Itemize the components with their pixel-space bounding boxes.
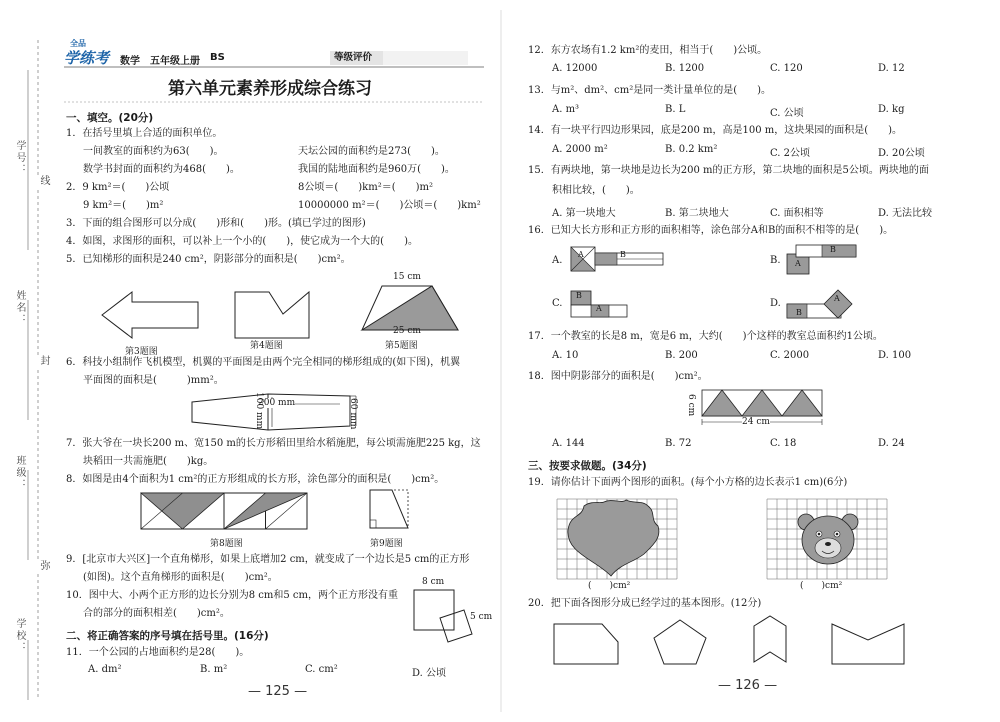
q15-option-d: D. 无法比较 xyxy=(878,208,933,219)
q15-option-a: A. 第一块地大 xyxy=(552,208,616,219)
label-15cm: 15 cm xyxy=(393,272,421,282)
q18-option-b: B. 72 xyxy=(665,438,692,449)
question-18: 18．图中阴影部分的面积是( )cm²。 xyxy=(528,371,708,382)
q11-option-d: D. 公顷 xyxy=(412,668,447,679)
figure-q8-squares xyxy=(140,492,310,532)
figure-q19-bear-grid xyxy=(766,498,888,580)
question-7a: 7．张大爷在一块长200 m、宽150 m的长方形稻田里给水稻施肥，每公顷需施肥225 kg，这 xyxy=(66,438,481,449)
question-1a: 一间教室的面积约为63( )。 xyxy=(83,146,224,157)
caption-q3: 第3题图 xyxy=(125,347,158,357)
caption-q8: 第8题图 xyxy=(210,539,243,549)
q13-option-b: B. L xyxy=(665,104,686,115)
q11-option-c: C. cm² xyxy=(305,664,338,675)
question-10a: 10．图中大、小两个正方形的边长分别为8 cm和5 cm，两个正方形没有重 xyxy=(66,590,398,601)
caption-q5: 第5题图 xyxy=(385,341,418,351)
label-8cm: 8 cm xyxy=(422,577,445,587)
question-1c: 数学书封面的面积约为468( )。 xyxy=(83,164,240,175)
question-2d: 10000000 m²＝( )公顷＝( )km² xyxy=(298,200,481,211)
page-divider xyxy=(500,0,502,722)
q14-option-b: B. 0.2 km² xyxy=(665,144,718,155)
q12-option-c: C. 120 xyxy=(770,63,803,74)
question-1b: 天坛公园的面积约是273( )。 xyxy=(298,146,445,157)
page-number-right: — 126 — xyxy=(718,678,778,693)
question-1d: 我国的陆地面积约是960万( )。 xyxy=(298,164,455,175)
grade-eval: 等级评价 xyxy=(330,51,384,65)
figure-q3-arrow xyxy=(100,290,200,340)
section-1-heading: 一、填空。(20分) xyxy=(66,112,154,124)
question-2a: 2．9 km²＝( )公顷 xyxy=(66,182,170,193)
figure-q20-pentagon xyxy=(652,618,712,666)
q16-option-d: D. xyxy=(770,298,781,309)
q16-option-a: A. xyxy=(552,255,563,266)
question-2b: 8公顷＝( )km²＝( )m² xyxy=(298,182,434,193)
q19b-answer: ( )cm² xyxy=(800,581,843,591)
q13-option-a: A. m³ xyxy=(552,104,580,115)
question-17: 17．一个教室的长是8 m，宽是6 m，大约( )个这样的教室总面积约1公顷。 xyxy=(528,331,883,342)
question-12: 12．东方农场有1.2 km²的麦田，相当于( )公顷。 xyxy=(528,45,768,56)
subject: 数学 xyxy=(120,56,140,67)
mi-mark: 弥 xyxy=(38,560,49,572)
q16d-label-b: B xyxy=(796,308,802,317)
q19a-answer: ( )cm² xyxy=(588,581,631,591)
caption-q9: 第9题图 xyxy=(370,539,403,549)
question-20: 20．把下面各图形分成已经学过的基本图形。(12分) xyxy=(528,598,762,609)
q15-option-b: B. 第二块地大 xyxy=(665,208,729,219)
question-4: 4．如图，求图形的面积，可以补上一个小的( )，使它成为一个大的( )。 xyxy=(66,236,418,247)
question-15b: 积相比较，( )。 xyxy=(552,185,640,196)
section-3-heading: 三、按要求做题。(34分) xyxy=(528,460,647,472)
page-title: 第六单元素养形成综合练习 xyxy=(168,79,372,99)
figure-q20-chevron xyxy=(752,614,792,664)
q16b-label-a: A xyxy=(795,259,801,268)
question-8: 8．如图是由4个面积为1 cm²的正方形组成的长方形，涂色部分的面积是( )cm²。 xyxy=(66,474,445,485)
question-16: 16．已知大长方形和正方形的面积相等，涂色部分A和B的面积不相等的是( )。 xyxy=(528,225,894,236)
xian-mark: 线 xyxy=(38,175,49,187)
question-3: 3．下面的组合图形可以分成( )形和( )形。(填已学过的图形) xyxy=(66,218,366,229)
q12-option-b: B. 1200 xyxy=(665,63,705,74)
binding-dashed-line xyxy=(0,0,40,722)
q15-option-c: C. 面积相等 xyxy=(770,208,824,219)
q17-option-b: B. 200 xyxy=(665,350,698,361)
q18-option-c: C. 18 xyxy=(770,438,797,449)
figure-q20-notched-rect xyxy=(830,622,908,667)
feng-mark: 封 xyxy=(38,355,49,367)
q17-option-a: A. 10 xyxy=(552,350,579,361)
q16c-label-b: B xyxy=(576,291,582,300)
q14-option-d: D. 20公顷 xyxy=(878,148,925,159)
question-2c: 9 km²＝( )m² xyxy=(83,200,164,211)
q16b-label-b: B xyxy=(830,245,836,254)
header-rule xyxy=(64,66,484,70)
edition: BS xyxy=(210,52,225,63)
q16a-label-a: A xyxy=(578,250,584,259)
figure-q19-leaf-grid xyxy=(556,498,678,580)
label-24cm: 24 cm xyxy=(742,417,770,427)
q16-option-b: B. xyxy=(770,255,781,266)
section-2-heading: 二、将正确答案的序号填在括号里。(16分) xyxy=(66,630,269,642)
banji-label: 班级： xyxy=(14,455,25,491)
page-number-left: — 125 — xyxy=(248,684,308,699)
question-1: 1．在括号里填上合适的面积单位。 xyxy=(66,128,223,139)
question-11: 11．一个公园的占地面积约是28( )。 xyxy=(66,647,250,658)
figure-q20-cut-rect xyxy=(552,622,622,667)
q12-option-a: A. 12000 xyxy=(552,63,598,74)
label-5cm: 5 cm xyxy=(470,612,493,622)
question-5: 5．已知梯形的面积是240 cm²，阴影部分的面积是( )cm²。 xyxy=(66,254,351,265)
label-100mm: 100 mm xyxy=(254,392,264,430)
grade: 五年级上册 xyxy=(150,56,200,67)
logo-main: 学练考 xyxy=(64,49,110,67)
question-6a: 6．科技小组制作飞机模型，机翼的平面图是由两个完全相同的梯形组成的(如下图)，机翼 xyxy=(66,357,461,368)
caption-q4: 第4题图 xyxy=(250,341,283,351)
q13-option-d: D. kg xyxy=(878,104,905,115)
xuehao-label: 学号： xyxy=(14,140,25,176)
figure-q10-squares xyxy=(412,588,487,658)
question-6b: 平面图的面积是( )mm²。 xyxy=(83,375,224,386)
figure-q9-trapezoid xyxy=(368,488,413,533)
q16d-label-a: A xyxy=(834,294,840,303)
question-15a: 15．有两块地，第一块地是边长为200 m的正方形，第二块地的面积是5公顷。两块地的面 xyxy=(528,165,929,176)
q12-option-d: D. 12 xyxy=(878,63,905,74)
q18-option-a: A. 144 xyxy=(552,438,585,449)
question-19: 19．请你估计下面两个图形的面积。(每个小方格的边长表示1 cm)(6分) xyxy=(528,477,848,488)
q16a-label-b: B xyxy=(620,250,626,259)
q16-option-c: C. xyxy=(552,298,563,309)
q17-option-c: C. 2000 xyxy=(770,350,810,361)
label-25cm: 25 cm xyxy=(393,326,421,336)
q14-option-a: A. 2000 m² xyxy=(552,144,608,155)
q11-option-b: B. m² xyxy=(200,664,228,675)
title-rule xyxy=(64,101,484,105)
q14-option-c: C. 2公顷 xyxy=(770,148,811,159)
label-60mm: 60 mm xyxy=(348,398,358,430)
figure-q4-notched xyxy=(233,290,313,340)
label-200mm: 200 mm xyxy=(258,398,296,408)
question-9b: (如图)。这个直角梯形的面积是( )cm²。 xyxy=(83,572,278,583)
logo-top: 全品 xyxy=(70,39,86,48)
grade-eval-box xyxy=(383,51,468,65)
q18-option-d: D. 24 xyxy=(878,438,905,449)
q13-option-c: C. 公顷 xyxy=(770,108,804,119)
q17-option-d: D. 100 xyxy=(878,350,912,361)
question-7b: 块稻田一共需施肥( )kg。 xyxy=(83,456,214,467)
question-9a: 9．[北京市大兴区]一个直角梯形，如果上底增加2 cm，就变成了一个边长是5 cm的正方形 xyxy=(66,554,470,565)
question-10b: 合的部分的面积相差( )cm²。 xyxy=(83,608,230,619)
label-6cm: 6 cm xyxy=(686,394,696,417)
question-14: 14．有一块平行四边形果园，底是200 m，高是100 m，这块果园的面积是( )。 xyxy=(528,125,903,136)
xuexiao-label: 学校： xyxy=(14,618,25,654)
q11-option-a: A. dm² xyxy=(88,664,122,675)
q16c-label-a: A xyxy=(596,304,602,313)
xingming-label: 姓名： xyxy=(14,290,25,326)
question-13: 13．与m²、dm²、cm²是同一类计量单位的是( )。 xyxy=(528,85,772,96)
